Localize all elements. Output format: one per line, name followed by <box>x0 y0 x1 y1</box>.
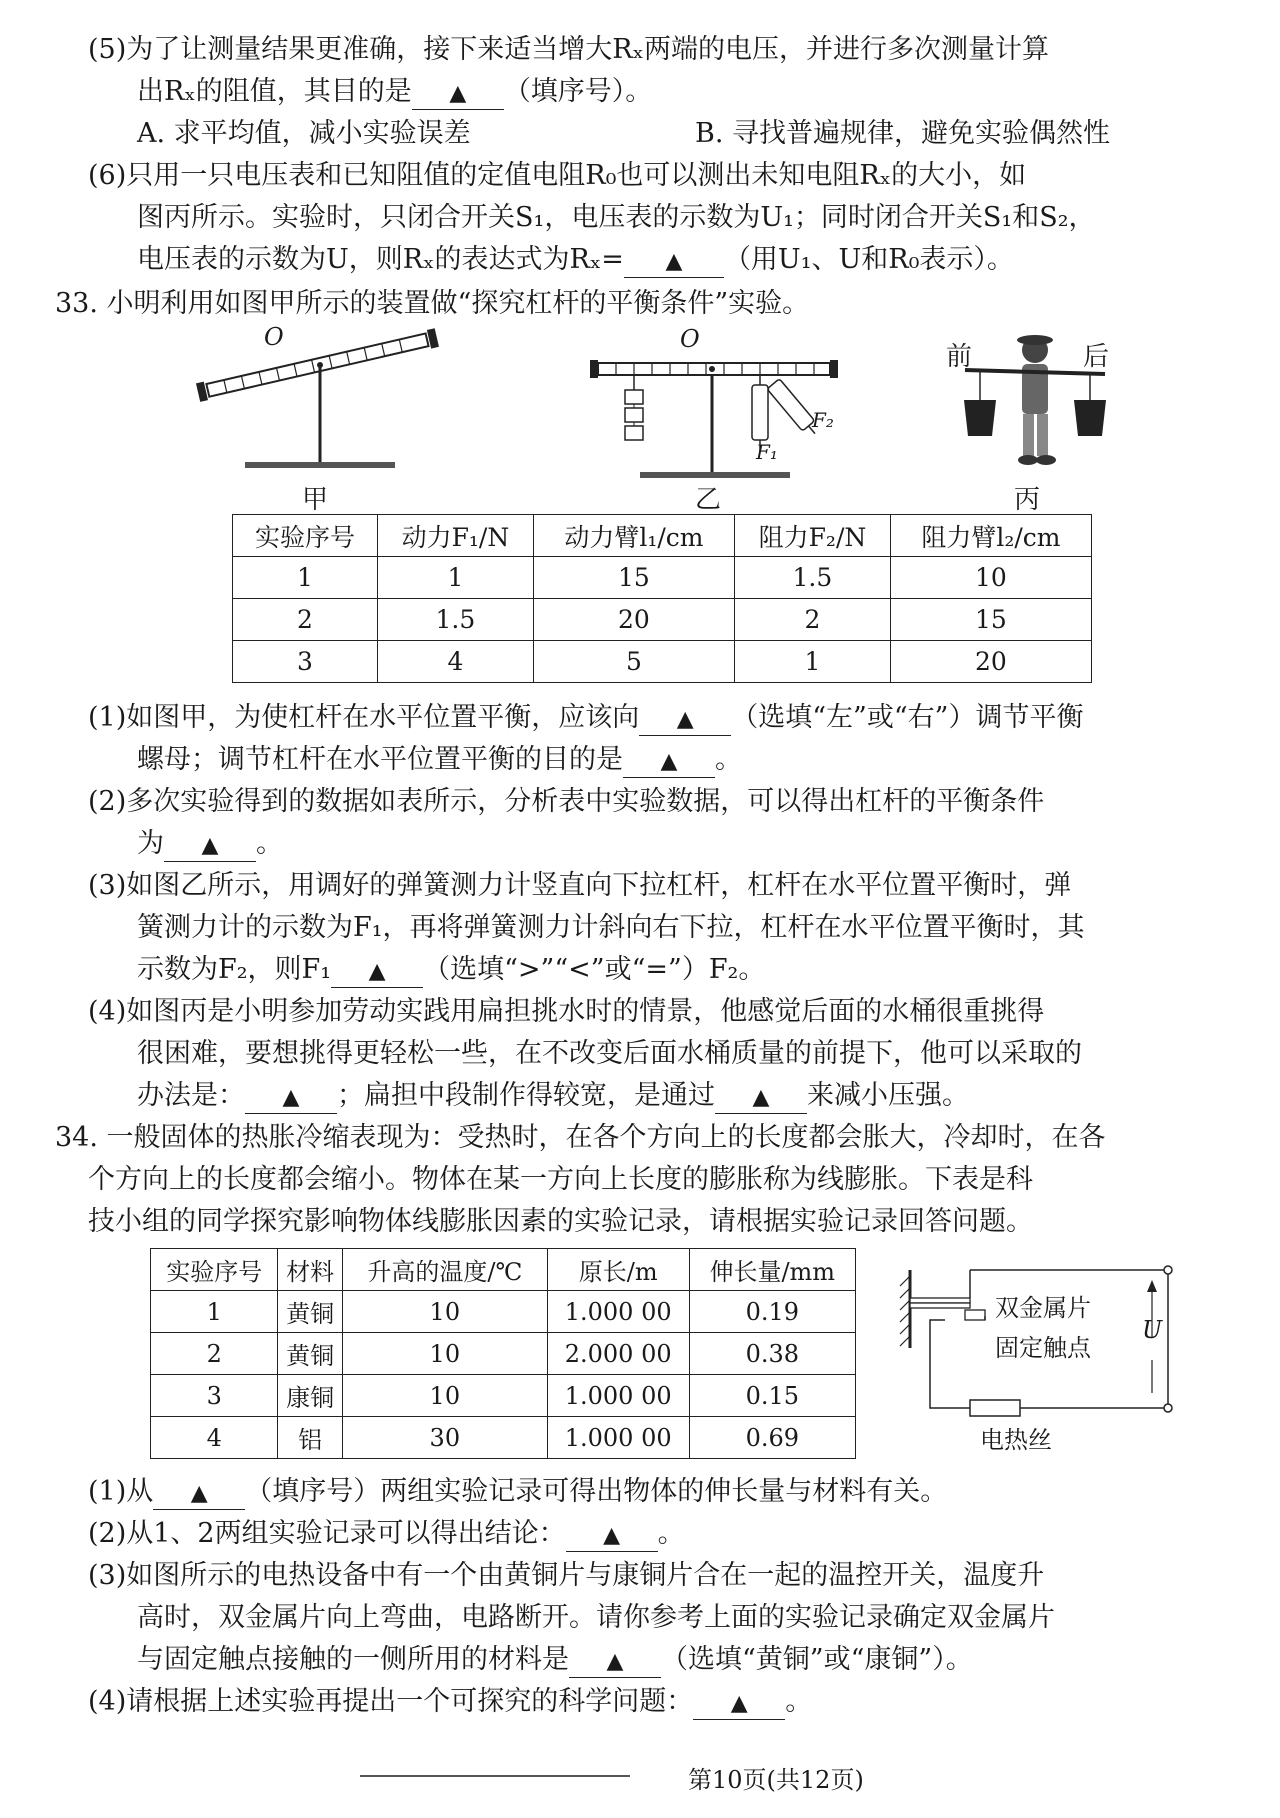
table-header: 实验序号 <box>151 1249 278 1291</box>
table-row <box>233 557 1092 599</box>
figure-label-bing: 丙 <box>1014 485 1041 515</box>
q32-part5-line1: (5)为了让测量结果更准确，接下来适当增大Rₓ两端的电压，并进行多次测量计算 <box>88 34 1050 65</box>
table-cell: 10 <box>890 557 1091 599</box>
figure-label-yi: 乙 <box>695 485 722 515</box>
q33-part4-line2: 很困难，要想挑得更轻松一些，在不改变后面水桶质量的前提下，他可以采取的 <box>137 1038 1082 1069</box>
table-cell: 0.38 <box>689 1333 855 1375</box>
answer-blank[interactable]: ▲ <box>153 1479 245 1510</box>
table-cell: 0.15 <box>689 1375 855 1417</box>
table-header: 升高的温度/℃ <box>342 1249 547 1291</box>
answer-blank[interactable]: ▲ <box>331 957 423 988</box>
q33-part4-line1: (4)如图丙是小明参加劳动实践用扁担挑水时的情景，他感觉后面的水桶很重挑得 <box>88 996 1045 1027</box>
table-cell: 10 <box>342 1291 547 1333</box>
table-cell: 2 <box>151 1333 278 1375</box>
q32-part6-line1: (6)只用一只电压表和已知阻值的定值电阻R₀也可以测出未知电阻Rₓ的大小，如 <box>88 160 1027 191</box>
table-cell: 1.000 00 <box>547 1375 689 1417</box>
table-cell: 1.000 00 <box>547 1291 689 1333</box>
answer-blank[interactable]: ▲ <box>245 1083 337 1114</box>
expansion-data-table <box>150 1248 856 1459</box>
q33-part1-line1: (1)如图甲，为使杠杆在水平位置平衡，应该向 ▲ （选填“左”或“右”）调节平衡 <box>88 698 1083 738</box>
answer-blank[interactable]: ▲ <box>569 1647 661 1678</box>
table-cell: 黄铜 <box>278 1333 342 1375</box>
table-cell: 铝 <box>278 1417 342 1459</box>
table-cell: 0.19 <box>689 1291 855 1333</box>
table-header: 阻力F₂/N <box>734 515 890 557</box>
table-header: 动力F₁/N <box>377 515 533 557</box>
table-cell: 康铜 <box>278 1375 342 1417</box>
q33-stem: 33. 小明利用如图甲所示的装置做“探究杠杆的平衡条件”实验。 <box>55 288 810 319</box>
table-cell: 1 <box>233 557 378 599</box>
table-cell: 1 <box>734 641 890 683</box>
circuit-heater-label: 电热丝 <box>980 1426 1052 1454</box>
table-header: 伸长量/mm <box>689 1249 855 1291</box>
pivot-o-label: O <box>264 323 284 351</box>
answer-blank[interactable]: ▲ <box>164 831 256 862</box>
q32-part5-option-b: B. 寻找普遍规律，避免实验偶然性 <box>695 118 1111 149</box>
table-header: 原长/m <box>547 1249 689 1291</box>
table-header-row <box>233 515 1092 557</box>
table-header: 动力臂l₁/cm <box>533 515 734 557</box>
q32-part5-line2: 出Rₓ的阻值，其目的是 ▲ （填序号）。 <box>137 72 652 112</box>
table-header: 阻力臂l₂/cm <box>890 515 1091 557</box>
table-row <box>233 641 1092 683</box>
table-cell: 10 <box>342 1333 547 1375</box>
table-cell: 4 <box>151 1417 278 1459</box>
lever-data-table <box>232 514 1092 683</box>
table-cell: 2.000 00 <box>547 1333 689 1375</box>
table-cell: 1 <box>377 557 533 599</box>
q33-part2-line2: 为 ▲ 。 <box>137 824 283 864</box>
answer-blank[interactable]: ▲ <box>715 1083 807 1114</box>
table-cell: 1 <box>151 1291 278 1333</box>
circuit-contact-label: 固定触点 <box>995 1334 1091 1362</box>
q34-stem-line1: 34. 一般固体的热胀冷缩表现为：受热时，在各个方向上的长度都会胀大，冷却时，在各 <box>55 1122 1106 1153</box>
table-cell: 2 <box>734 599 890 641</box>
figure-label-jia: 甲 <box>302 485 329 515</box>
table-cell: 10 <box>342 1375 547 1417</box>
answer-blank[interactable]: ▲ <box>412 79 504 110</box>
force-f2-label: F₂ <box>812 408 834 432</box>
table-row <box>151 1417 856 1459</box>
table-header-row <box>151 1249 856 1291</box>
table-cell: 0.69 <box>689 1417 855 1459</box>
front-label: 前 <box>946 342 973 372</box>
table-cell: 3 <box>233 641 378 683</box>
q33-part3-line2: 簧测力计的示数为F₁，再将弹簧测力计斜向右下拉，杠杆在水平位置平衡时，其 <box>137 912 1085 943</box>
table-cell: 3 <box>151 1375 278 1417</box>
circuit-voltage-label: U <box>1142 1316 1163 1344</box>
table-cell: 30 <box>342 1417 547 1459</box>
pivot-o-label: O <box>680 325 700 353</box>
table-row <box>151 1291 856 1333</box>
q34-stem-line2: 个方向上的长度都会缩小。物体在某一方向上长度的膨胀称为线膨胀。下表是科 <box>88 1164 1033 1195</box>
q33-part1-line2: 螺母；调节杠杆在水平位置平衡的目的是 ▲ 。 <box>137 740 742 780</box>
table-cell: 2 <box>233 599 378 641</box>
force-f1-label: F₁ <box>756 440 778 464</box>
table-row <box>151 1375 856 1417</box>
table-cell: 1.5 <box>377 599 533 641</box>
back-label: 后 <box>1083 342 1110 372</box>
table-row <box>233 599 1092 641</box>
q34-part1: (1)从 ▲ （填序号）两组实验记录可得出物体的伸长量与材料有关。 <box>88 1472 947 1512</box>
q34-part2: (2)从1、2两组实验记录可以得出结论： ▲ 。 <box>88 1514 685 1554</box>
table-cell: 15 <box>890 599 1091 641</box>
answer-blank[interactable]: ▲ <box>693 1689 785 1720</box>
table-cell: 5 <box>533 641 734 683</box>
q33-part3-line3: 示数为F₂，则F₁ ▲ （选填“>”“<”或“=”）F₂。 <box>137 950 765 990</box>
answer-blank[interactable]: ▲ <box>566 1521 658 1552</box>
q34-part3-line3: 与固定触点接触的一侧所用的材料是 ▲ （选填“黄铜”或“康铜”）。 <box>137 1640 973 1680</box>
footer-rule <box>360 1775 630 1777</box>
lever-figure-yi <box>590 335 850 485</box>
lever-figure-jia <box>195 325 455 475</box>
q32-part5-option-a: A. 求平均值，减小实验误差 <box>137 118 471 149</box>
q32-part6-line2: 图丙所示。实验时，只闭合开关S₁，电压表的示数为U₁；同时闭合开关S₁和S₂， <box>137 202 1096 233</box>
table-cell: 1.5 <box>734 557 890 599</box>
table-cell: 15 <box>533 557 734 599</box>
table-cell: 1.000 00 <box>547 1417 689 1459</box>
table-cell: 20 <box>890 641 1091 683</box>
q33-part2-line1: (2)多次实验得到的数据如表所示，分析表中实验数据，可以得出杠杆的平衡条件 <box>88 786 1045 817</box>
answer-blank[interactable]: ▲ <box>623 747 715 778</box>
table-cell: 黄铜 <box>278 1291 342 1333</box>
q34-part3-line1: (3)如图所示的电热设备中有一个由黄铜片与康铜片合在一起的温控开关，温度升 <box>88 1560 1045 1591</box>
q34-stem-line3: 技小组的同学探究影响物体线膨胀因素的实验记录，请根据实验记录回答问题。 <box>88 1206 1033 1237</box>
q32-part6-line3: 电压表的示数为U，则Rₓ的表达式为Rₓ= ▲ （用U₁、U和R₀表示）。 <box>137 240 1014 280</box>
table-header: 实验序号 <box>233 515 378 557</box>
table-header: 材料 <box>278 1249 342 1291</box>
q34-part3-line2: 高时，双金属片向上弯曲，电路断开。请你参考上面的实验记录确定双金属片 <box>137 1602 1055 1633</box>
table-row <box>151 1333 856 1375</box>
table-cell: 20 <box>533 599 734 641</box>
answer-blank[interactable]: ▲ <box>624 247 724 278</box>
q34-part4: (4)请根据上述实验再提出一个可探究的科学问题： ▲ 。 <box>88 1682 812 1722</box>
table-cell: 4 <box>377 641 533 683</box>
answer-blank[interactable]: ▲ <box>639 705 731 736</box>
q33-part3-line1: (3)如图乙所示，用调好的弹簧测力计竖直向下拉杠杆，杠杆在水平位置平衡时，弹 <box>88 870 1072 901</box>
q33-part4-line3: 办法是： ▲ ；扁担中段制作得较宽，是通过 ▲ 来减小压强。 <box>137 1076 969 1116</box>
circuit-bimetal-label: 双金属片 <box>995 1294 1091 1322</box>
page-number: 第10页(共12页) <box>688 1766 864 1794</box>
